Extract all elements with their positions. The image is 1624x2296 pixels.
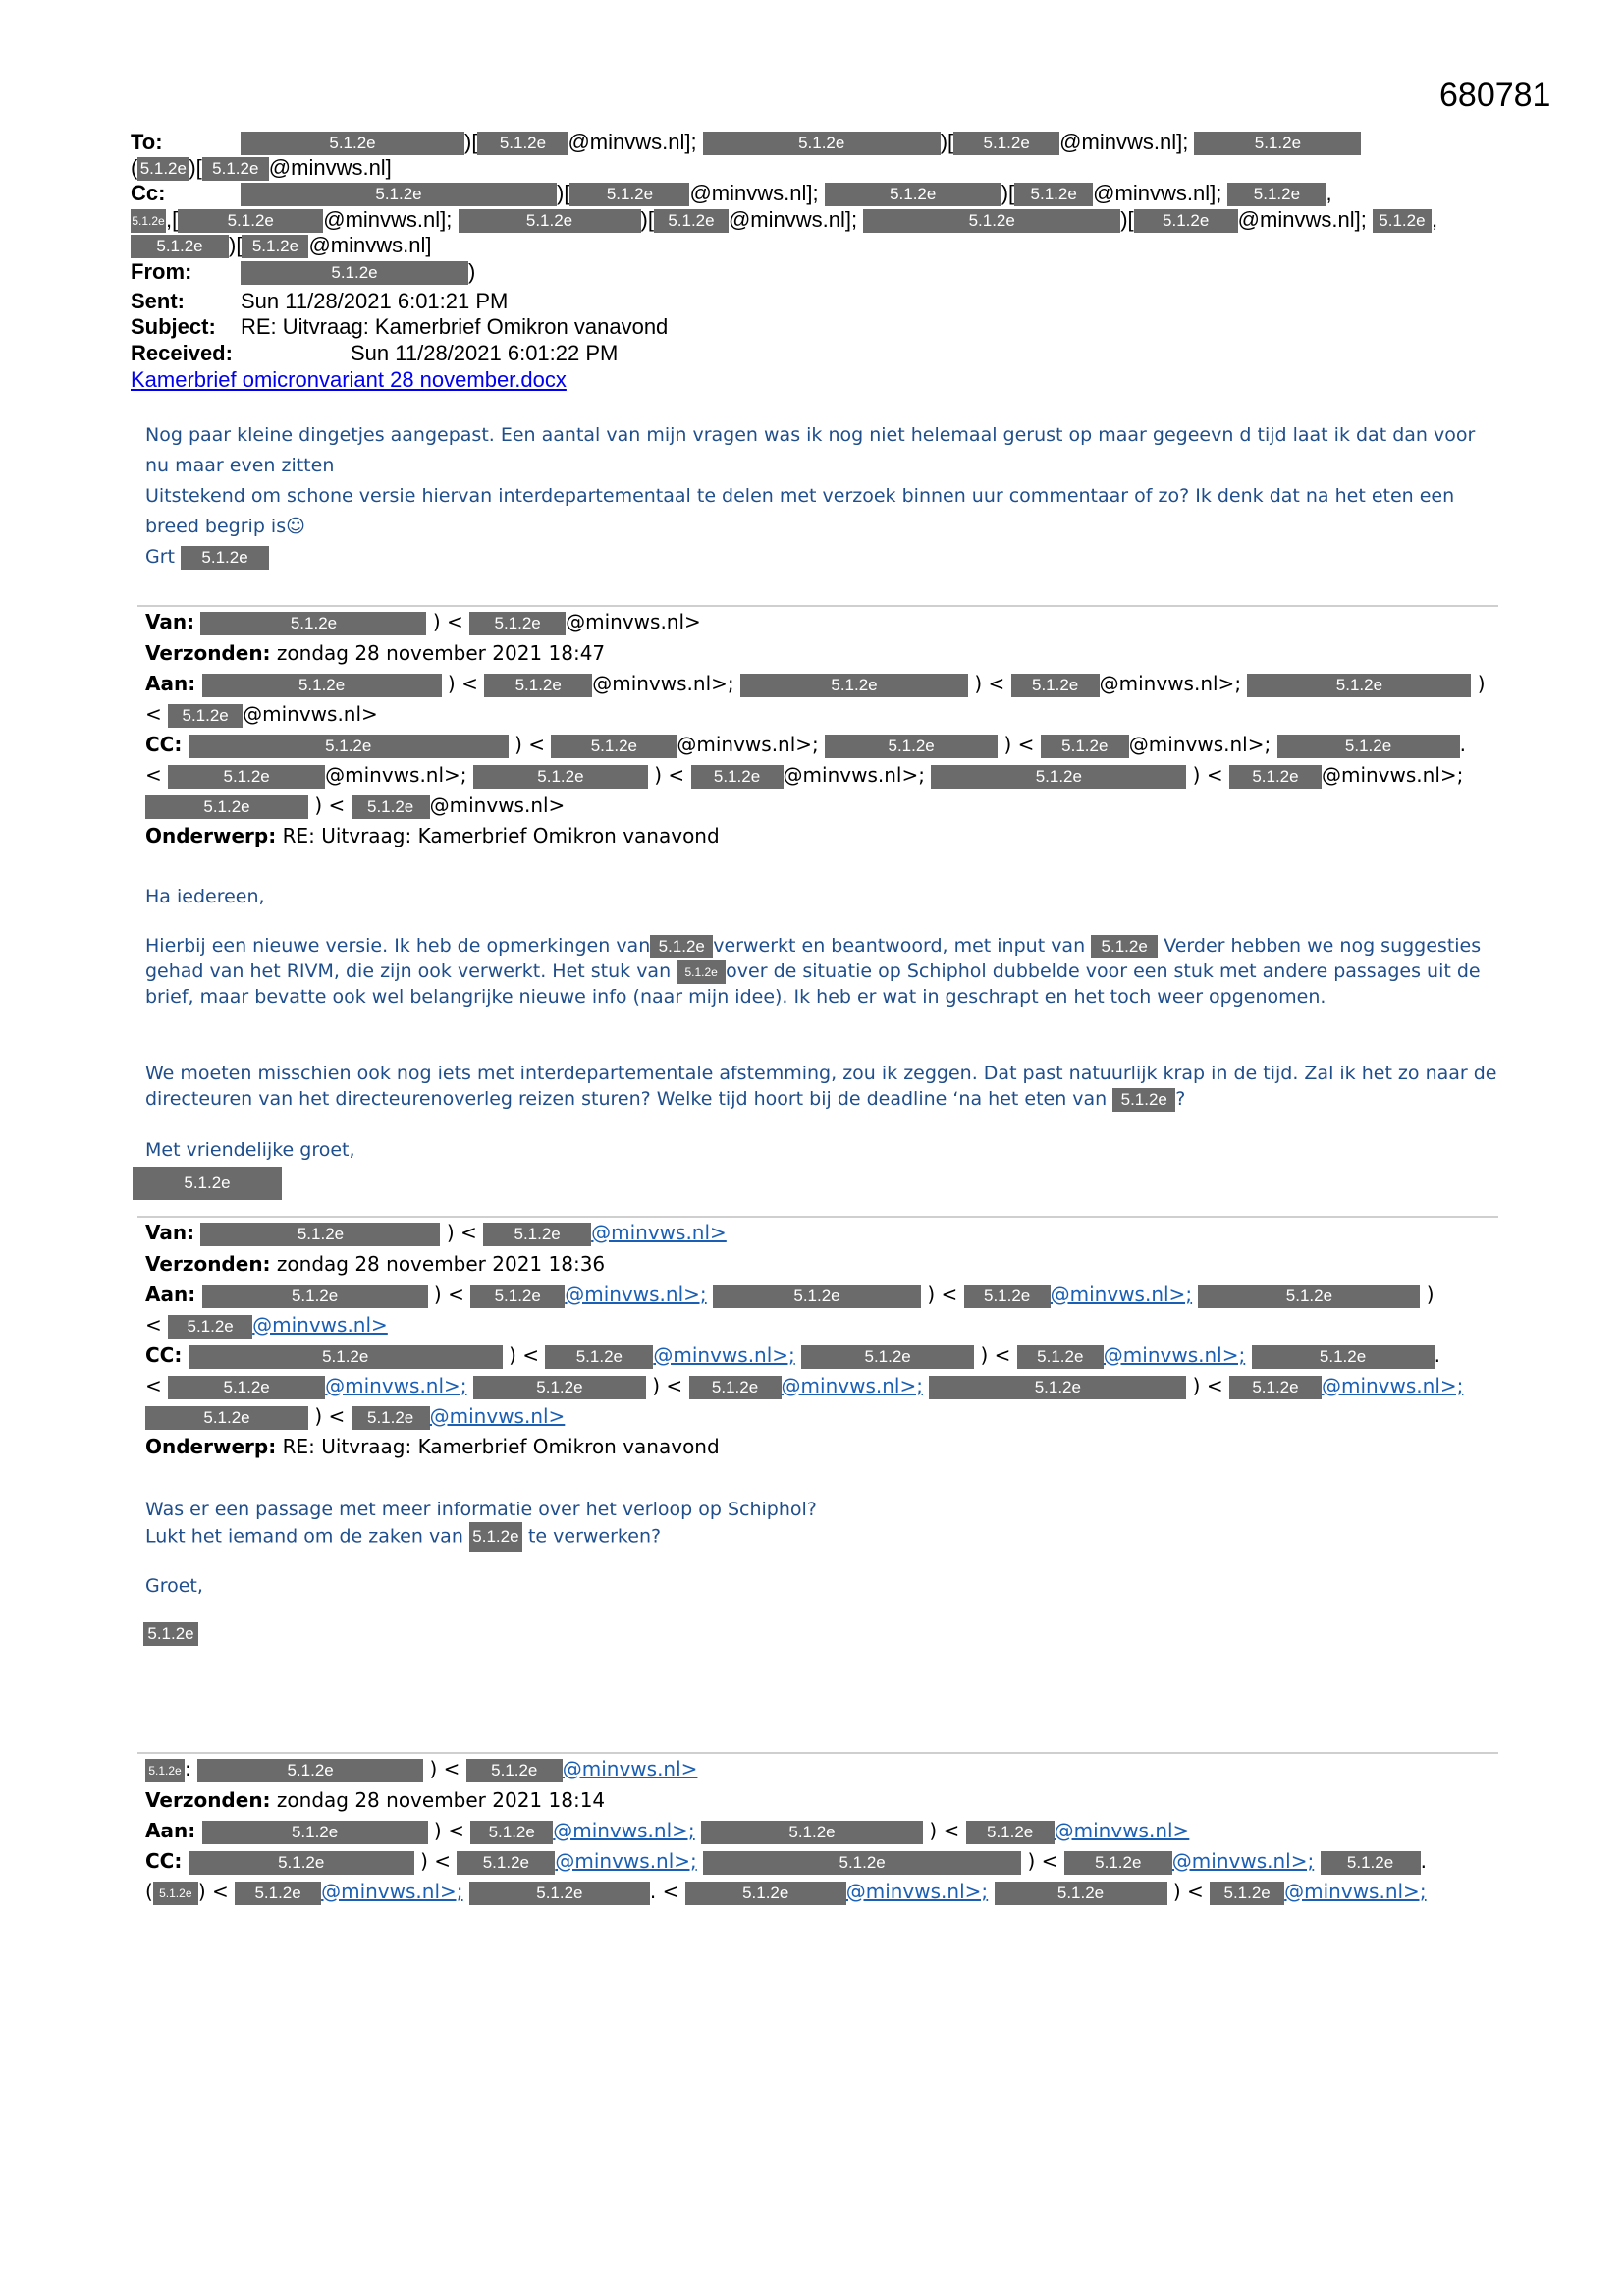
m3-cc-1: CC: 5.1.2e ) < 5.1.2e @minvws.nl>; 5.1.2e ) < 5.1.2e @minvws.nl>; 5.1.2e . <box>145 1343 1440 1367</box>
redaction: 5.1.2e <box>168 1376 325 1399</box>
redaction: 5.1.2e <box>1229 765 1322 789</box>
message1-paragraph-1: Nog paar kleine dingetjes aangepast. Een aantal van mijn vragen was ik nog niet helemaal gerust op maar gegeevn d tijd laat ik dat dan voor nu maar even zitten <box>145 424 1476 476</box>
verzonden-value: zondag 28 november 2021 18:47 <box>276 641 606 665</box>
email-domain: @minvws.nl]; <box>689 181 819 205</box>
redaction: 5.1.2e <box>825 735 998 758</box>
redaction: 5.1.2e <box>931 765 1186 789</box>
m2-van: Van: 5.1.2e ) < 5.1.2e @minvws.nl> <box>145 610 701 633</box>
redaction: 5.1.2e <box>703 132 941 155</box>
text: verwerkt en beantwoord, met input van <box>713 935 1086 957</box>
email-domain: @minvws.nl]; <box>1093 181 1222 205</box>
sent-value: Sun 11/28/2021 6:01:21 PM <box>241 289 509 313</box>
email-link[interactable]: @minvws.nl>; <box>321 1880 463 1903</box>
redaction: 5.1.2e <box>1198 1285 1420 1308</box>
redaction: 5.1.2e <box>953 132 1059 155</box>
cc-line-2: 5.1.2e,[ 5.1.2e @minvws.nl]; 5.1.2e )[ 5.1.2e @minvws.nl]; 5.1.2e )[ 5.1.2e @minvws.nl]; 5.1.2e , <box>132 207 1438 232</box>
sent-line <box>131 289 508 314</box>
redaction: 5.1.2e <box>241 261 468 285</box>
email-domain: @minvws.nl> <box>429 793 566 817</box>
received-label: Received: <box>131 341 233 365</box>
email-domain: @minvws.nl]; <box>1059 130 1189 154</box>
message1-paragraph-2: Uitstekend om schone versie hiervan interdepartementaal te delen met verzoek binnen uur commentaar of zo? Ik denk dat na het eten een breed begrip is☺ <box>145 485 1455 537</box>
email-link[interactable]: @minvws.nl> <box>429 1404 566 1428</box>
message3-question-2 <box>145 1522 1500 1552</box>
redaction: 5.1.2e <box>825 183 1001 206</box>
m4-cc-2: ( 5.1.2e ) < 5.1.2e @minvws.nl>; 5.1.2e . < 5.1.2e @minvws.nl>; 5.1.2e ) < 5.1.2e @minvws.nl>; <box>145 1880 1427 1903</box>
received-value: Sun 11/28/2021 6:01:22 PM <box>351 341 619 365</box>
redaction: 5.1.2e <box>691 765 784 789</box>
text: ? <box>1175 1088 1186 1110</box>
email-domain: @minvws.nl>; <box>1128 733 1272 756</box>
m3-onderwerp <box>145 1432 720 1462</box>
email-link[interactable]: @minvws.nl>; <box>325 1374 467 1397</box>
email-domain: @minvws.nl>; <box>1321 763 1464 787</box>
redaction: 5.1.2e <box>202 674 442 697</box>
cc-label: Cc: <box>131 181 166 205</box>
m2-onderwerp <box>145 821 720 851</box>
from-label: From: <box>131 259 192 284</box>
redaction: 5.1.2e <box>1229 1376 1322 1399</box>
cc-label: CC: <box>145 733 183 756</box>
redaction: 5.1.2e <box>1252 1345 1435 1369</box>
redaction: 5.1.2e <box>145 1406 308 1430</box>
aan-label: Aan: <box>145 1283 196 1306</box>
email-domain: @minvws.nl]; <box>323 207 453 232</box>
to-line-1: To: 5.1.2e )[ 5.1.2e @minvws.nl]; 5.1.2e )[ 5.1.2e @minvws.nl]; 5.1.2e <box>131 130 1361 155</box>
redaction: 5.1.2e <box>352 795 430 819</box>
onderwerp-value: RE: Uitvraag: Kamerbrief Omikron vanavond <box>282 1435 720 1458</box>
m2-cc-1: CC: 5.1.2e ) < 5.1.2e @minvws.nl>; 5.1.2e ) < 5.1.2e @minvws.nl>; 5.1.2e . <box>145 733 1466 756</box>
m4-van: 5.1.2e : 5.1.2e ) < 5.1.2e @minvws.nl> <box>145 1754 697 1784</box>
m2-verzonden <box>145 638 605 669</box>
redaction: 5.1.2e <box>995 1882 1167 1905</box>
email-link[interactable]: @minvws.nl> <box>562 1757 698 1780</box>
onderwerp-value: RE: Uitvraag: Kamerbrief Omikron vanavond <box>282 824 720 847</box>
m4-cc-1: CC: 5.1.2e ) < 5.1.2e @minvws.nl>; 5.1.2e ) < 5.1.2e @minvws.nl>; 5.1.2e . <box>145 1849 1427 1873</box>
redaction: 5.1.2e <box>168 1315 252 1339</box>
redaction: 5.1.2e <box>352 1406 430 1430</box>
from-line: From: 5.1.2e ) <box>131 259 476 284</box>
text: Hierbij een nieuwe versie. Ik heb de opmerkingen van <box>145 935 651 957</box>
redaction: 5.1.2e <box>551 735 677 758</box>
redaction: 5.1.2e <box>1091 935 1158 958</box>
van-label: Van: <box>145 1221 195 1244</box>
m2-cc-2: < 5.1.2e @minvws.nl>; 5.1.2e ) < 5.1.2e @minvws.nl>; 5.1.2e ) < 5.1.2e @minvws.nl>; <box>145 763 1464 787</box>
redaction: 5.1.2e <box>701 1821 923 1844</box>
van-label: Van: <box>145 610 195 633</box>
attachment-link[interactable]: Kamerbrief omicronvariant 28 november.docx <box>131 367 567 392</box>
redaction: 5.1.2e <box>202 1821 428 1844</box>
redaction: 5.1.2e <box>473 1376 646 1399</box>
email-link[interactable]: @minvws.nl>; <box>781 1374 923 1397</box>
redaction: 5.1.2e <box>470 1821 553 1844</box>
redaction: 5.1.2e <box>241 132 464 155</box>
m3-aan-1: Aan: 5.1.2e ) < 5.1.2e @minvws.nl>; 5.1.2e ) < 5.1.2e @minvws.nl>; 5.1.2e ) <box>145 1283 1435 1306</box>
redaction: 5.1.2e <box>1041 735 1129 758</box>
redaction: 5.1.2e <box>189 1851 414 1875</box>
m4-aan: Aan: 5.1.2e ) < 5.1.2e @minvws.nl>; 5.1.2e ) < 5.1.2e @minvws.nl> <box>145 1819 1190 1842</box>
onderwerp-label: Onderwerp: <box>145 824 277 847</box>
email-domain: @minvws.nl>; <box>592 672 734 695</box>
redaction: 5.1.2e <box>483 1223 591 1246</box>
redaction: 5.1.2e <box>1321 1851 1421 1875</box>
redaction: 5.1.2e <box>469 1882 650 1905</box>
email-link[interactable]: @minvws.nl>; <box>565 1283 707 1306</box>
email-link[interactable]: @minvws.nl>; <box>1284 1880 1427 1903</box>
m3-aan-2: < 5.1.2e @minvws.nl> <box>145 1313 388 1337</box>
redaction: 5.1.2e <box>242 235 308 258</box>
redaction: 5.1.2e <box>966 1821 1055 1844</box>
email-domain: @minvws.nl] <box>308 233 432 257</box>
cc-label: CC: <box>145 1849 183 1873</box>
email-domain: @minvws.nl>; <box>783 763 925 787</box>
redaction: 5.1.2e <box>133 1167 282 1200</box>
verzonden-label: Verzonden: <box>145 1788 271 1812</box>
redaction: 5.1.2e <box>131 209 166 233</box>
redaction: 5.1.2e <box>137 157 189 181</box>
m3-van: Van: 5.1.2e ) < 5.1.2e @minvws.nl> <box>145 1221 727 1244</box>
redaction: 5.1.2e <box>569 183 689 206</box>
redaction: 5.1.2e <box>654 209 729 233</box>
verzonden-label: Verzonden: <box>145 641 271 665</box>
subject-label: Subject: <box>131 314 216 339</box>
message3-signature <box>143 1622 198 1646</box>
redaction: 5.1.2e <box>689 1376 782 1399</box>
email-link[interactable]: @minvws.nl> <box>591 1221 727 1244</box>
redaction: 5.1.2e <box>1112 1088 1175 1112</box>
redaction: 5.1.2e <box>145 795 308 819</box>
redaction: 5.1.2e <box>484 674 592 697</box>
signature-text: Grt <box>145 546 175 568</box>
email-domain: @minvws.nl> <box>243 702 378 726</box>
subject-line <box>131 314 668 340</box>
redaction: 5.1.2e <box>1017 1345 1104 1369</box>
text: te verwerken? <box>527 1525 662 1548</box>
redaction: 5.1.2e <box>1373 209 1432 233</box>
redaction: 5.1.2e <box>200 1223 440 1246</box>
redaction: 5.1.2e <box>457 1851 555 1875</box>
email-link[interactable]: @minvws.nl>; <box>1103 1343 1246 1367</box>
m2-cc-3: 5.1.2e ) < 5.1.2e @minvws.nl> <box>145 791 565 821</box>
redaction: 5.1.2e <box>143 1622 198 1646</box>
email-link[interactable]: @minvws.nl>; <box>653 1343 795 1367</box>
email-link[interactable]: @minvws.nl> <box>252 1313 388 1337</box>
redaction: 5.1.2e <box>929 1376 1186 1399</box>
email-domain: @minvws.nl] <box>268 155 392 180</box>
message2-greeting: Ha iedereen, <box>145 886 265 907</box>
m2-aan-1: Aan: 5.1.2e ) < 5.1.2e @minvws.nl>; 5.1.2e ) < 5.1.2e @minvws.nl>; 5.1.2e ) <box>145 672 1486 695</box>
redaction: 5.1.2e <box>168 704 243 728</box>
text: Verder hebben we nog suggesties gehad van het RIVM, die zijn ook verwerkt. Het stuk van <box>145 935 1482 982</box>
email-link[interactable]: @minvws.nl>; <box>1321 1374 1464 1397</box>
redaction: 5.1.2e <box>235 1882 321 1905</box>
redaction: 5.1.2e <box>473 765 648 789</box>
email-link[interactable]: @minvws.nl> <box>1054 1819 1190 1842</box>
aan-label: Aan: <box>145 672 196 695</box>
message2-paragraph-1 <box>145 933 1500 1010</box>
message3-question-1: Was er een passage met meer informatie over het verloop op Schiphol? <box>145 1499 817 1520</box>
email-domain: @minvws.nl>; <box>325 763 467 787</box>
email-domain: @minvws.nl>; <box>677 733 819 756</box>
redaction: 5.1.2e <box>1277 735 1460 758</box>
redaction: 5.1.2e <box>189 735 509 758</box>
redaction: 5.1.2e <box>466 1759 563 1782</box>
email-link[interactable]: @minvws.nl>; <box>845 1880 989 1903</box>
message1-signature <box>145 542 1500 573</box>
email-domain: @minvws.nl> <box>566 610 701 633</box>
redaction: 5.1.2e <box>470 1285 565 1308</box>
redaction: 5.1.2e <box>145 1759 185 1782</box>
redaction: 5.1.2e <box>189 1345 503 1369</box>
sent-label: Sent: <box>131 289 185 313</box>
redaction: 5.1.2e <box>703 1851 1021 1875</box>
redaction: 5.1.2e <box>1194 132 1361 155</box>
email-link[interactable]: @minvws.nl>; <box>553 1819 695 1842</box>
message3-closing: Groet, <box>145 1575 203 1597</box>
redaction: 5.1.2e <box>168 765 325 789</box>
m3-cc-2: < 5.1.2e @minvws.nl>; 5.1.2e ) < 5.1.2e @minvws.nl>; 5.1.2e ) < 5.1.2e @minvws.nl>; <box>145 1374 1464 1397</box>
cc-line-3: 5.1.2e )[ 5.1.2e @minvws.nl] <box>131 233 431 258</box>
redaction: 5.1.2e <box>740 674 968 697</box>
message2-signature <box>133 1167 282 1200</box>
text: We moeten misschien ook nog iets met interdepartementale afstemming, zou ik zeggen. Dat past natuurlijk krap in de tijd. Zal ik het zo naar de directeuren van het directeurenoverleg reizen sturen? Welke tijd hoort bij de deadline ‘na het eten van <box>145 1063 1497 1110</box>
redaction: 5.1.2e <box>1134 209 1238 233</box>
received-line <box>131 341 618 366</box>
redaction: 5.1.2e <box>1011 674 1100 697</box>
redaction: 5.1.2e <box>459 209 641 233</box>
redaction: 5.1.2e <box>677 960 726 984</box>
redaction: 5.1.2e <box>964 1285 1051 1308</box>
verzonden-value: zondag 28 november 2021 18:14 <box>276 1788 606 1812</box>
verzonden-label: Verzonden: <box>145 1252 271 1276</box>
onderwerp-label: Onderwerp: <box>145 1435 277 1458</box>
document-number: 680781 <box>1439 77 1551 114</box>
email-domain: @minvws.nl>; <box>1099 672 1242 695</box>
redaction: 5.1.2e <box>241 183 557 206</box>
redaction: 5.1.2e <box>178 209 323 233</box>
redaction: 5.1.2e <box>181 546 269 570</box>
m4-verzonden <box>145 1785 605 1816</box>
redaction: 5.1.2e <box>200 612 426 635</box>
redaction: 5.1.2e <box>801 1345 974 1369</box>
text: over de situatie op Schiphol dubbelde voor een stuk met andere passages uit de brief, maar bevatte ook wel belangrijke nieuwe info (naar mijn idee). Ik heb er wat in geschrapt en het toch weer opgenomen. <box>145 960 1481 1008</box>
m3-cc-3: 5.1.2e ) < 5.1.2e @minvws.nl> <box>145 1401 565 1432</box>
redaction: 5.1.2e <box>863 209 1120 233</box>
email-domain: @minvws.nl]; <box>1237 207 1367 232</box>
redaction: 5.1.2e <box>713 1285 921 1308</box>
message2-paragraph-2 <box>145 1061 1500 1112</box>
redaction: 5.1.2e <box>197 1759 423 1782</box>
redaction: 5.1.2e <box>685 1882 846 1905</box>
email-link[interactable]: @minvws.nl>; <box>1050 1283 1193 1306</box>
redaction: 5.1.2e <box>153 1882 198 1905</box>
aan-label: Aan: <box>145 1819 196 1842</box>
m2-aan-2: < 5.1.2e @minvws.nl> <box>145 702 378 726</box>
redaction: 5.1.2e <box>1064 1851 1172 1875</box>
redaction: 5.1.2e <box>477 132 568 155</box>
cc-line-1: Cc: 5.1.2e )[ 5.1.2e @minvws.nl]; 5.1.2e )[ 5.1.2e @minvws.nl]; 5.1.2e , <box>131 181 1332 205</box>
redaction: 5.1.2e <box>650 935 713 958</box>
message2-closing: Met vriendelijke groet, <box>145 1139 355 1161</box>
verzonden-value: zondag 28 november 2021 18:36 <box>276 1252 606 1276</box>
redaction: 5.1.2e <box>469 1522 522 1552</box>
email-link[interactable]: @minvws.nl>; <box>1171 1849 1315 1873</box>
to-line-2: ( 5.1.2e )[ 5.1.2e @minvws.nl] <box>131 155 392 180</box>
redaction: 5.1.2e <box>202 157 269 181</box>
redaction: 5.1.2e <box>131 235 229 258</box>
redaction: 5.1.2e <box>1014 183 1093 206</box>
redaction: 5.1.2e <box>1247 674 1471 697</box>
subject-value: RE: Uitvraag: Kamerbrief Omikron vanavond <box>241 314 669 339</box>
redaction: 5.1.2e <box>545 1345 653 1369</box>
redaction: 5.1.2e <box>1227 183 1326 206</box>
redaction: 5.1.2e <box>469 612 566 635</box>
email-domain: @minvws.nl]; <box>728 207 858 232</box>
email-domain: @minvws.nl]; <box>568 130 697 154</box>
m3-verzonden <box>145 1249 605 1280</box>
text: Lukt het iemand om de zaken van <box>145 1525 463 1548</box>
cc-label: CC: <box>145 1343 183 1367</box>
to-label: To: <box>131 130 163 154</box>
email-link[interactable]: @minvws.nl>; <box>555 1849 697 1873</box>
redaction: 5.1.2e <box>1210 1882 1284 1905</box>
redaction: 5.1.2e <box>202 1285 428 1308</box>
